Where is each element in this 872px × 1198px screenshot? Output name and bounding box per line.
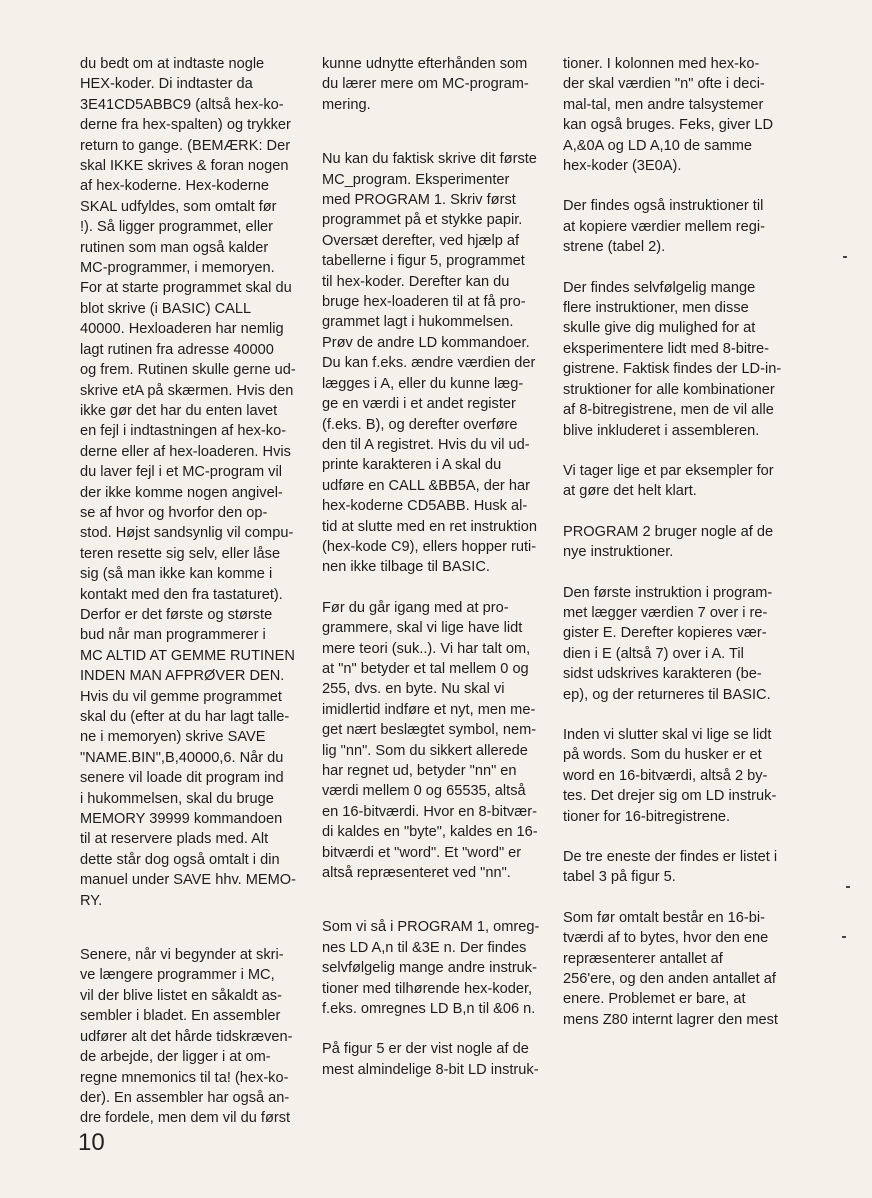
page-number: 10	[78, 1129, 105, 1156]
text-line: hex-koder (3E0A).	[563, 158, 682, 175]
paragraph	[322, 149, 544, 578]
text-line: di kaldes en "byte", kaldes en 16-	[322, 824, 538, 841]
text-column-right	[563, 54, 782, 1030]
text-line: 3E41CD5ABBC9 (altså hex-ko-	[80, 96, 284, 113]
text-line: på words. Som du husker er et	[563, 747, 762, 764]
text-line: hex-koderne CD5ABB. Husk al-	[322, 498, 528, 515]
paragraph-gap	[563, 563, 779, 583]
text-line: sig (så man ikke kan komme i	[80, 566, 273, 583]
text-line: bud når man programmerer i	[80, 627, 266, 644]
text-line: en fejl i indtastningen af hex-ko-	[80, 423, 287, 440]
paragraph	[563, 461, 779, 502]
text-line: gistrene. Faktisk findes der LD-in-	[563, 361, 782, 378]
text-line: du lærer mere om MC-program-	[322, 76, 529, 93]
text-line: imidlertid indføre et nyt, men me-	[322, 701, 536, 718]
text-line: 255, dvs. en byte. Nu skal vi	[322, 681, 505, 698]
text-line: get nært beslægtet symbol, nem-	[322, 722, 537, 739]
text-line: lagt rutinen fra adresse 40000	[80, 341, 274, 358]
text-line: sembler i bladet. En assembler	[80, 1008, 281, 1025]
text-line: tes. Det drejer sig om LD instruk-	[563, 788, 777, 805]
paragraph	[80, 54, 297, 911]
text-line: der ikke komme nogen angivel-	[80, 484, 283, 501]
text-line: mal-tal, men andre talsystemer	[563, 96, 764, 113]
paragraph-gap	[563, 258, 779, 278]
text-line: dre fordele, men dem vil du først	[80, 1110, 291, 1127]
text-line: SKAL udfyldes, som omtalt før	[80, 198, 277, 215]
paragraph-gap	[563, 441, 779, 461]
paragraph	[563, 196, 779, 257]
text-column-left	[80, 54, 297, 1129]
text-line: vil der blive listet en såkaldt as-	[80, 987, 282, 1004]
print-speck	[843, 256, 847, 258]
text-line: nen ikke tilbage til BASIC.	[322, 559, 490, 576]
text-line: f.eks. omregnes LD B,n til &06 n.	[322, 1001, 536, 1018]
text-line: Senere, når vi begynder at skri-	[80, 947, 284, 964]
text-line: lig "nn". Som du sikkert allerede	[322, 742, 528, 759]
text-line: tabel 3 på figur 5.	[563, 869, 676, 886]
text-line: På figur 5 er der vist nogle af de	[322, 1041, 529, 1058]
text-line: Nu kan du faktisk skrive dit første	[322, 151, 537, 168]
text-line: skulle give dig mulighed for at	[563, 320, 756, 337]
paragraph-gap	[322, 883, 544, 917]
text-line: skal IKKE skrives & foran nogen	[80, 158, 289, 175]
text-line: manuel under SAVE hhv. MEMO-	[80, 872, 297, 889]
text-line: du laver fejl i et MC-program vil	[80, 464, 282, 481]
text-line: blot skrive (i BASIC) CALL	[80, 300, 252, 317]
text-line: tabellerne i figur 5, programmet	[322, 253, 525, 270]
paragraph	[322, 54, 544, 115]
text-column-middle	[322, 54, 544, 1080]
text-line: stod. Højst sandsynlig vil compu-	[80, 525, 294, 542]
text-line: grammere, skal vi lige have lidt	[322, 620, 523, 637]
text-line: teren resette sig selv, eller låse	[80, 545, 281, 562]
text-line: tværdi af to bytes, hvor den ene	[563, 930, 769, 947]
text-line: ep), og der returneres til BASIC.	[563, 686, 771, 703]
text-line: gister E. Derefter kopieres vær-	[563, 625, 767, 642]
text-line: tioner for 16-bitregistrene.	[563, 808, 731, 825]
paragraph-gap	[563, 888, 779, 908]
text-line: af 8-bitregistrene, men de vil alle	[563, 402, 774, 419]
text-line: mest almindelige 8-bit LD instruk-	[322, 1061, 539, 1078]
text-line: udføre en CALL &BB5A, der har	[322, 477, 530, 494]
text-line: bitværdi et "word". Et "word" er	[322, 844, 522, 861]
paragraph	[563, 908, 779, 1030]
paragraph	[563, 583, 779, 705]
text-line: ikke gør det har du enten lavet	[80, 402, 278, 419]
text-line: de arbejde, der ligger i at om-	[80, 1049, 271, 1066]
text-line: sidst udskrives karakteren (be-	[563, 666, 762, 683]
text-line: For at starte programmet skal du	[80, 280, 292, 297]
text-line: se af hvor og hvorfor den op-	[80, 504, 268, 521]
print-speck	[842, 936, 846, 938]
text-line: den til A registret. Hvis du vil ud-	[322, 436, 530, 453]
text-line: mering.	[322, 96, 371, 113]
paragraph-gap	[563, 176, 779, 196]
paragraph-gap	[563, 705, 779, 725]
text-line: der). En assembler har også an-	[80, 1089, 290, 1106]
text-line: (f.eks. B), og derefter overføre	[322, 416, 518, 433]
text-line: flere instruktioner, men disse	[563, 300, 749, 317]
paragraph-gap	[322, 578, 544, 598]
paragraph-gap	[563, 502, 779, 522]
text-line: mens Z80 internt lagrer den mest	[563, 1011, 778, 1028]
paragraph	[563, 522, 779, 563]
text-line: Du kan f.eks. ændre værdien der	[322, 355, 536, 372]
text-line: ve længere programmer i MC,	[80, 967, 275, 984]
paragraph	[563, 725, 779, 827]
text-line: Vi tager lige et par eksempler for	[563, 462, 774, 479]
text-line: kan også bruges. Feks, giver LD	[563, 117, 774, 134]
text-line: HEX-koder. Di indtaster da	[80, 76, 253, 93]
text-line: tioner. I kolonnen med hex-ko-	[563, 56, 760, 72]
text-line: du bedt om at indtaste nogle	[80, 56, 265, 72]
text-line: nye instruktioner.	[563, 544, 674, 561]
text-line: grammet lagt i hukommelsen.	[322, 314, 514, 331]
text-line: bruge hex-loaderen til at få pro-	[322, 294, 526, 311]
text-line: Der findes selvfølgelig mange	[563, 279, 756, 296]
text-line: A,&0A og LD A,10 de samme	[563, 137, 753, 154]
text-line: selvfølgelig mange andre instruk-	[322, 960, 537, 977]
text-line: kontakt med den fra tastaturet).	[80, 586, 283, 603]
text-line: at gøre det helt klart.	[563, 483, 697, 500]
text-line: Prøv de andre LD kommandoer.	[322, 334, 530, 351]
text-line: regne mnemonics til ta! (hex-ko-	[80, 1069, 289, 1086]
text-line: strene (tabel 2).	[563, 239, 666, 256]
text-line: PROGRAM 2 bruger nogle af de	[563, 523, 774, 540]
paragraph	[322, 917, 544, 1019]
text-line: skrive etA på skærmen. Hvis den	[80, 382, 294, 399]
text-line: af hex-koderne. Hex-koderne	[80, 178, 270, 195]
text-line: return to gange. (BEMÆRK: Der	[80, 137, 291, 154]
text-line: til hex-koder. Derefter kan du	[322, 273, 510, 290]
text-line: altså repræsenteret ved "nn".	[322, 865, 511, 882]
text-line: word en 16-bitværdi, altså 2 by-	[563, 767, 768, 784]
text-line: kunne udnytte efterhånden som	[322, 56, 528, 72]
text-line: tid at slutte med en ret instruktion	[322, 518, 537, 535]
text-line: med PROGRAM 1. Skriv først	[322, 192, 516, 209]
text-line: programmet på et stykke papir.	[322, 212, 523, 229]
text-line: 40000. Hexloaderen har nemlig	[80, 321, 284, 338]
text-line: derne eller af hex-loaderen. Hvis	[80, 443, 291, 460]
paragraph-gap	[322, 115, 544, 149]
text-line: met lægger værdien 7 over i re-	[563, 604, 768, 621]
text-line: blive inkluderet i assembleren.	[563, 422, 760, 439]
text-line: at "n" betyder et tal mellem 0 og	[322, 660, 529, 677]
text-line: Derfor er det første og største	[80, 606, 273, 623]
text-line: skal du (efter at du har lagt talle-	[80, 709, 290, 725]
paragraph-gap	[563, 827, 779, 847]
text-line: Som før omtalt består en 16-bi-	[563, 909, 765, 926]
text-line: Før du går igang med at pro-	[322, 599, 509, 616]
text-line: og frem. Rutinen skulle gerne ud-	[80, 362, 296, 379]
text-line: ne i memoryen) skrive SAVE	[80, 729, 266, 746]
text-line: dien i E (altså 7) over i A. Til	[563, 645, 744, 662]
text-line: MC-programmer, i memoryen.	[80, 260, 275, 277]
text-line: Hvis du vil gemme programmet	[80, 688, 282, 705]
paragraph	[563, 278, 782, 441]
text-line: dette står dog også omtalt i din	[80, 851, 280, 868]
text-line: Der findes også instruktioner til	[563, 198, 764, 215]
text-line: at kopiere værdier mellem regi-	[563, 218, 765, 235]
text-line: "NAME.BIN",B,40000,6. Når du	[80, 749, 284, 766]
text-line: i hukommelsen, skal du bruge	[80, 790, 274, 807]
text-line: Inden vi slutter skal vi lige se lidt	[563, 726, 772, 743]
text-line: tioner med tilhørende hex-koder,	[322, 980, 533, 997]
text-line: struktioner for alle kombinationer	[563, 381, 775, 398]
text-line: der skal værdien "n" ofte i deci-	[563, 76, 765, 93]
paragraph	[322, 1039, 544, 1080]
text-line: derne fra hex-spalten) og trykker	[80, 117, 291, 134]
text-line: MEMORY 39999 kommandoen	[80, 811, 283, 828]
text-line: værdi mellem 0 og 65535, altså	[322, 783, 526, 800]
text-line: udfører alt det hårde tidskræven-	[80, 1028, 293, 1045]
text-line: rutinen som man også kalder	[80, 239, 269, 256]
text-line: mere teori (suk..). Vi har talt om,	[322, 640, 531, 657]
text-line: MC ALTID AT GEMME RUTINEN	[80, 647, 295, 664]
text-line: !). Så ligger programmet, eller	[80, 219, 274, 236]
text-line: lægges i A, eller du kunne læg-	[322, 375, 524, 392]
text-line: Som vi så i PROGRAM 1, omreg-	[322, 919, 540, 936]
text-line: en 16-bitværdi. Hvor en 8-bitvær-	[322, 803, 537, 820]
text-line: ge en værdi i et andet register	[322, 396, 516, 413]
text-line: MC_program. Eksperimenter	[322, 171, 510, 188]
text-line: RY.	[80, 892, 103, 909]
text-line: senere vil loade dit program ind	[80, 770, 284, 787]
text-line: Oversæt derefter, ved hjælp af	[322, 232, 520, 249]
text-line: printe karakteren i A skal du	[322, 457, 502, 474]
text-line: repræsenterer antallet af	[563, 950, 723, 967]
text-line: 256'ere, og den anden antallet af	[563, 971, 776, 988]
paragraph	[563, 54, 779, 176]
paragraph	[563, 847, 779, 888]
text-line: eksperimentere lidt med 8-bitre-	[563, 340, 770, 357]
text-line: nes LD A,n til &3E n. Der findes	[322, 939, 527, 956]
text-line: til at reservere plads med. Alt	[80, 831, 269, 848]
paragraph-gap	[322, 1019, 544, 1039]
paragraph-gap	[80, 911, 294, 945]
text-line: enere. Problemet er bare, at	[563, 991, 746, 1008]
paragraph	[322, 598, 544, 884]
print-speck	[846, 886, 850, 888]
paragraph	[80, 945, 294, 1129]
text-line: INDEN MAN AFPRØVER DEN.	[80, 668, 285, 685]
text-line: har regnet ud, betyder "nn" en	[322, 763, 517, 779]
text-line: De tre eneste der findes er listet i	[563, 849, 778, 865]
text-line: Den første instruktion i program-	[563, 584, 773, 601]
text-line: (hex-kode C9), ellers hopper ruti-	[322, 538, 537, 555]
